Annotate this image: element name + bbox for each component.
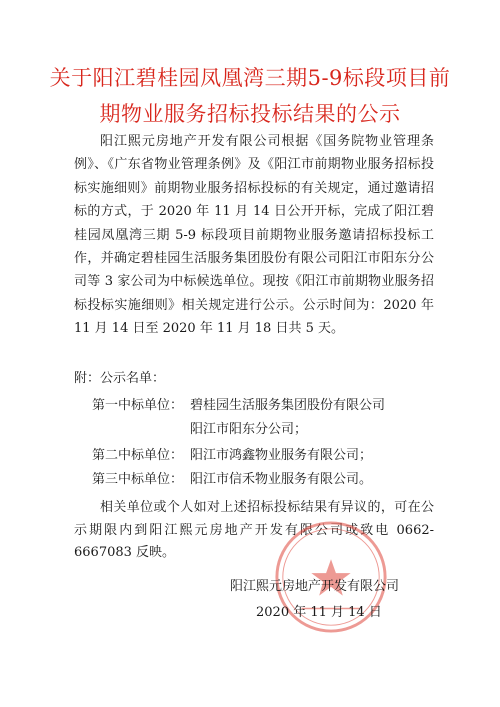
notice-title (30, 60, 470, 132)
paragraph-1: 阳江熙元房地产开发有限公司根据《国务院物业管理条例》、《广东省物业管理条例》及《阳江市前期物业服务招标投标实施细则》前期物业服务招标投标的有关规定，通过邀请招标的方式，于 2020 年 11 月 14 日公开开标，完成了阳江碧桂园凤凰湾三期 5-9 标段项目前期物业服务邀请招标投标工作，并确定碧桂园生活服务集团股份有限公司阳江市阳东分公司等 3 家公司为中标候选单位。现按《阳江市前期物业服务招标投标实施细则》相关规定进行公示。公示时间为：2020 年 11 月 14 日至 2020 年 11 月 18 日共 5 天。 (74, 134, 434, 337)
winner-2-name: 阳江市鸿鑫物业服务有限公司； (190, 448, 373, 463)
list-heading: 附：公示名单： (74, 371, 166, 386)
winner-1-name-cont: 阳江市阳东分公司； (190, 422, 308, 437)
winner-3-label: 第三中标单位： (92, 472, 184, 487)
paragraph-2: 相关单位或个人如对上述招标投标结果有异议的，可在公示期限内到阳江熙元房地产开发有限公司或致电 0662-6667083 反映。 (74, 500, 434, 560)
notice-body-paragraph (74, 130, 434, 341)
title-line-2: 期物业服务招标投标结果的公示 (99, 102, 401, 126)
winner-2-label: 第二中标单位： (92, 448, 184, 463)
signature-date: 2020 年 11 月 14 日 (256, 605, 382, 620)
signature-company: 阳江熙元房地产开发有限公司 (230, 579, 400, 594)
winner-1-name: 碧桂园生活服务集团股份有限公司 (190, 398, 386, 413)
winner-3-name: 阳江市信禾物业服务有限公司。 (190, 472, 373, 487)
winner-1-label: 第一中标单位： (92, 398, 184, 413)
title-line-1: 关于阳江碧桂园凤凰湾三期5-9标段项目前 (49, 66, 451, 90)
